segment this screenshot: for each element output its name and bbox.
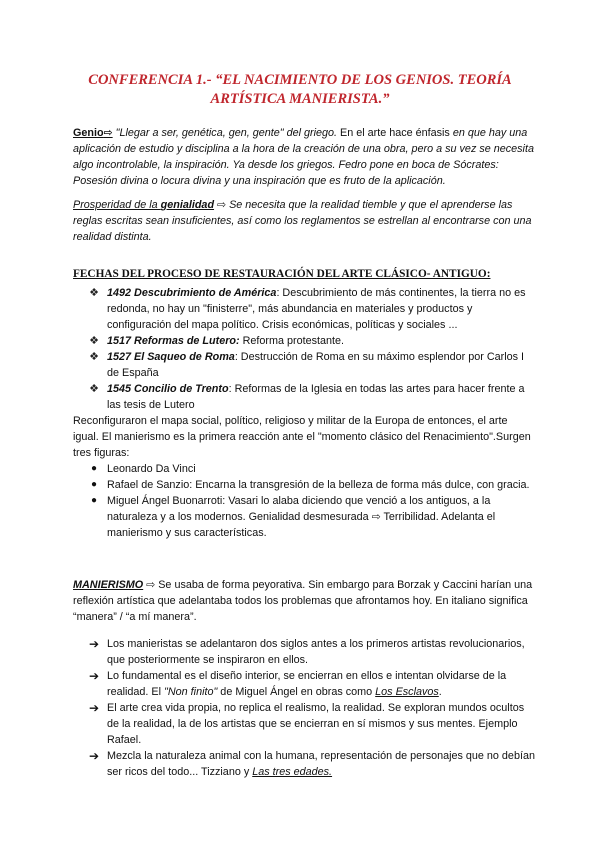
diamond-bullet-icon: ❖ [89, 335, 99, 347]
arrow-item-text: Mezcla la naturaleza animal con la humana, representación de personajes que no debían ser ricos del todo... Tizziano y [107, 750, 535, 778]
las-tres-edades-link[interactable]: Las tres edades. [252, 766, 333, 778]
prosperidad-term-bold: genialidad [160, 199, 215, 211]
manierismo-paragraph [73, 577, 535, 625]
list-item [89, 381, 535, 413]
diamond-bullet-icon: ❖ [89, 383, 99, 395]
list-item [89, 349, 535, 381]
manierismo-text: ⇨ Se usaba de forma peyorativa. Sin embargo para Borzak y Caccini harían una reflexión artística que adelantaba todos los problemas que afrontamos hoy. En italiano significa “manera” / “a mí manera”. [73, 579, 533, 623]
figura-text: Miguel Ángel Buonarroti: Vasari lo alaba diciendo que venció a los antiguos, a la naturaleza y a los modernos. Genialidad desmesurada ⇨ Terribilidad. Adelanta el manierismo y sus características. [107, 495, 496, 539]
genio-text-italic: en que hay una aplicación de estudio y disciplina a la hora de la creación de una obra, pero a su vez se necesita algo incontrolable, la inspiración. Ya desde los griegos. Fedro pone en boca de Sócrates: Posesión divina o locura divina y una inspiración que es fruto de la aplicación. [73, 127, 534, 187]
arrow-item-text: Los manieristas se adelantaron dos siglos antes a los primeros artistas revolucionarios, que posteriormente se inspiraron en ellos. [107, 638, 525, 666]
bullet-dot-icon: ● [90, 495, 98, 506]
bullet-dot-icon: ● [90, 463, 98, 474]
arrow-item-text: El arte crea vida propia, no replica el realismo, la realidad. Se exploran mundos ocultos de la realidad, la de los artistas que se encierran en sí mismos y sus mentes. Ejemplo Rafael. [107, 702, 525, 746]
arrow-item-text: Lo fundamental es el diseño interior, se encierran en ellos e intentan olvidarse de la realidad. El [107, 670, 507, 698]
fecha-lead: 1527 El Saqueo de Roma [107, 351, 235, 363]
fecha-lead: 1545 Concilio de Trento [107, 383, 229, 395]
right-arrow-bullet-icon: ➔ [88, 701, 100, 715]
fecha-lead: 1517 Reformas de Lutero: [107, 335, 240, 347]
diamond-bullet-icon: ❖ [89, 351, 99, 363]
prosperidad-paragraph [73, 197, 535, 245]
fecha-text: : Descubrimiento de más continentes, la tierra no es redonda, no hay un "finisterre", más abundancia en materiales y productos y configuración del mapa político. Crisis económicas, políticas y sociales ... [107, 287, 526, 331]
arrow-item-text: . [438, 686, 442, 698]
genio-paragraph [73, 125, 535, 189]
list-item [88, 636, 535, 668]
list-item [89, 333, 535, 349]
list-item [88, 668, 535, 700]
right-arrow-icon: ⇨ [103, 127, 113, 139]
fecha-text: : Destrucción de Roma en su máximo esplendor por Carlos I de España [107, 351, 525, 379]
figura-text: Rafael de Sanzio: Encarna la transgresión de la belleza de forma más dulce, con gracia. [107, 479, 530, 491]
prosperidad-term-prefix: Prosperidad de la [73, 199, 161, 211]
genio-term: Genio [73, 127, 104, 139]
figuras-list [90, 461, 535, 541]
fecha-text: Reforma protestante. [239, 335, 345, 347]
list-item [90, 493, 535, 541]
list-item [90, 461, 535, 477]
document-title [60, 71, 540, 109]
bullet-dot-icon: ● [90, 479, 98, 490]
right-arrow-bullet-icon: ➔ [88, 637, 100, 651]
fecha-lead: 1492 Descubrimiento de América [107, 287, 277, 299]
title-line-2: ARTÍSTICA MANIERISTA.” [210, 91, 390, 107]
prosperidad-text: Se necesita que la realidad tiemble y que el aprenderse las reglas escritas sean insuficientes, así como los reglamentos se estrellan al encontrarse con una realidad distinta. [73, 199, 532, 243]
right-arrow-bullet-icon: ➔ [88, 749, 100, 763]
fecha-text: : Reformas de la Iglesia en todas las artes para hacer frente a las tesis de Lutero [107, 383, 525, 411]
list-item [89, 285, 535, 333]
diamond-bullet-icon: ❖ [89, 287, 99, 299]
list-item [90, 477, 535, 493]
fechas-list [89, 285, 535, 413]
list-item [88, 700, 535, 748]
genio-text-normal: En el arte hace énfasis [337, 127, 453, 139]
figura-text: Leonardo Da Vinci [107, 463, 196, 475]
right-arrow-icon: ⇨ [214, 199, 227, 211]
right-arrow-bullet-icon: ➔ [88, 669, 100, 683]
los-esclavos-link[interactable]: Los Esclavos [375, 686, 439, 698]
genio-quote: "Llegar a ser, genética, gen, gente" del griego. [112, 127, 337, 139]
reconfig-paragraph: Reconfiguraron el mapa social, político, religioso y militar de la Europa de entonces, el arte igual. El manierismo es la primera reacción ante el "momento clásico del Renacimiento".Surgen tres figuras: [73, 415, 531, 459]
list-item [88, 748, 535, 780]
non-finito-term: "Non finito" [164, 686, 218, 698]
arrow-list [88, 636, 535, 780]
fechas-heading: FECHAS DEL PROCESO DE RESTAURACIÓN DEL ARTE CLÁSICO- ANTIGUO: [73, 268, 491, 280]
title-line-1: CONFERENCIA 1.- “EL NACIMIENTO DE LOS GENIOS. TEORÍA [88, 72, 512, 88]
manierismo-term: MANIERISMO [73, 579, 144, 591]
arrow-item-text: de Miguel Ángel en obras como [217, 686, 376, 698]
